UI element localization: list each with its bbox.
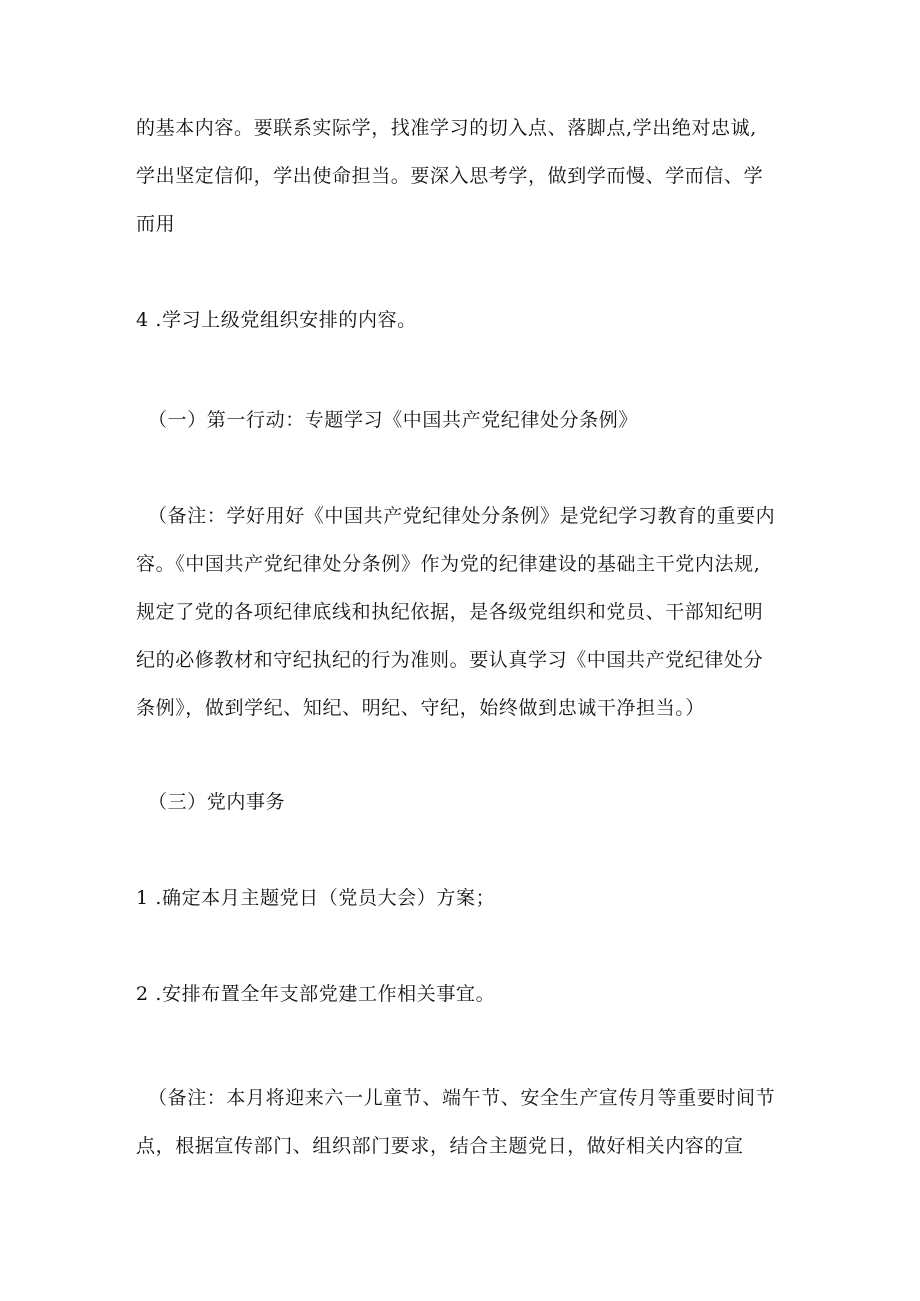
text-line: 2 .安排布置全年支部党建工作相关事宜。 <box>136 983 496 1005</box>
text-line: 学出坚定信仰，学出使命担当。要深入思考学，做到学而慢、学而信、学 <box>136 165 764 187</box>
note-paragraph-2-continued <box>136 1122 796 1170</box>
note-paragraph-1-continued <box>136 540 796 732</box>
note-paragraph-1 <box>148 492 808 540</box>
text-line: 条例》，做到学纪、知纪、明纪、守纪，始终做到忠诚干净担当。） <box>136 697 706 719</box>
text-line: 的基本内容。要联系实际学，找准学习的切入点、落脚点,学出绝对忠诚, <box>136 117 757 139</box>
subheading-first-action <box>148 396 808 444</box>
list-item-1 <box>136 874 796 922</box>
text-line: 纪的必修教材和守纪执纪的行为准则。要认真学习《中国共产党纪律处分 <box>136 649 764 671</box>
text-line: （三）党内事务 <box>148 791 286 813</box>
text-line: 规定了党的各项纪律底线和执纪依据，是各级党组织和党员、干部知纪明 <box>136 601 764 623</box>
subheading-party-affairs <box>148 778 808 826</box>
text-line: 容。《中国共产党纪律处分条例》作为党的纪律建设的基础主干党内法规, <box>136 553 761 575</box>
text-line: 点，根据宣传部门、组织部门要求，结合主题党日，做好相关内容的宣 <box>136 1135 744 1157</box>
text-line: 1 .确定本月主题党日（党员大会）方案； <box>136 887 496 909</box>
text-line: 而用 <box>136 213 176 235</box>
paragraph-continued <box>136 104 796 248</box>
text-line: （备注：本月将迎来六一儿童节、端午节、安全生产宣传月等重要时间节 <box>148 1087 776 1109</box>
text-line: （一）第一行动：专题学习《中国共产党纪律处分条例》 <box>148 409 639 431</box>
list-item-4 <box>136 296 796 344</box>
text-line: （备注：学好用好《中国共产党纪律处分条例》是党纪学习教育的重要内 <box>148 505 776 527</box>
list-item-2 <box>136 970 796 1018</box>
note-paragraph-2 <box>148 1074 808 1122</box>
text-line: 4 .学习上级党组织安排的内容。 <box>136 309 417 331</box>
